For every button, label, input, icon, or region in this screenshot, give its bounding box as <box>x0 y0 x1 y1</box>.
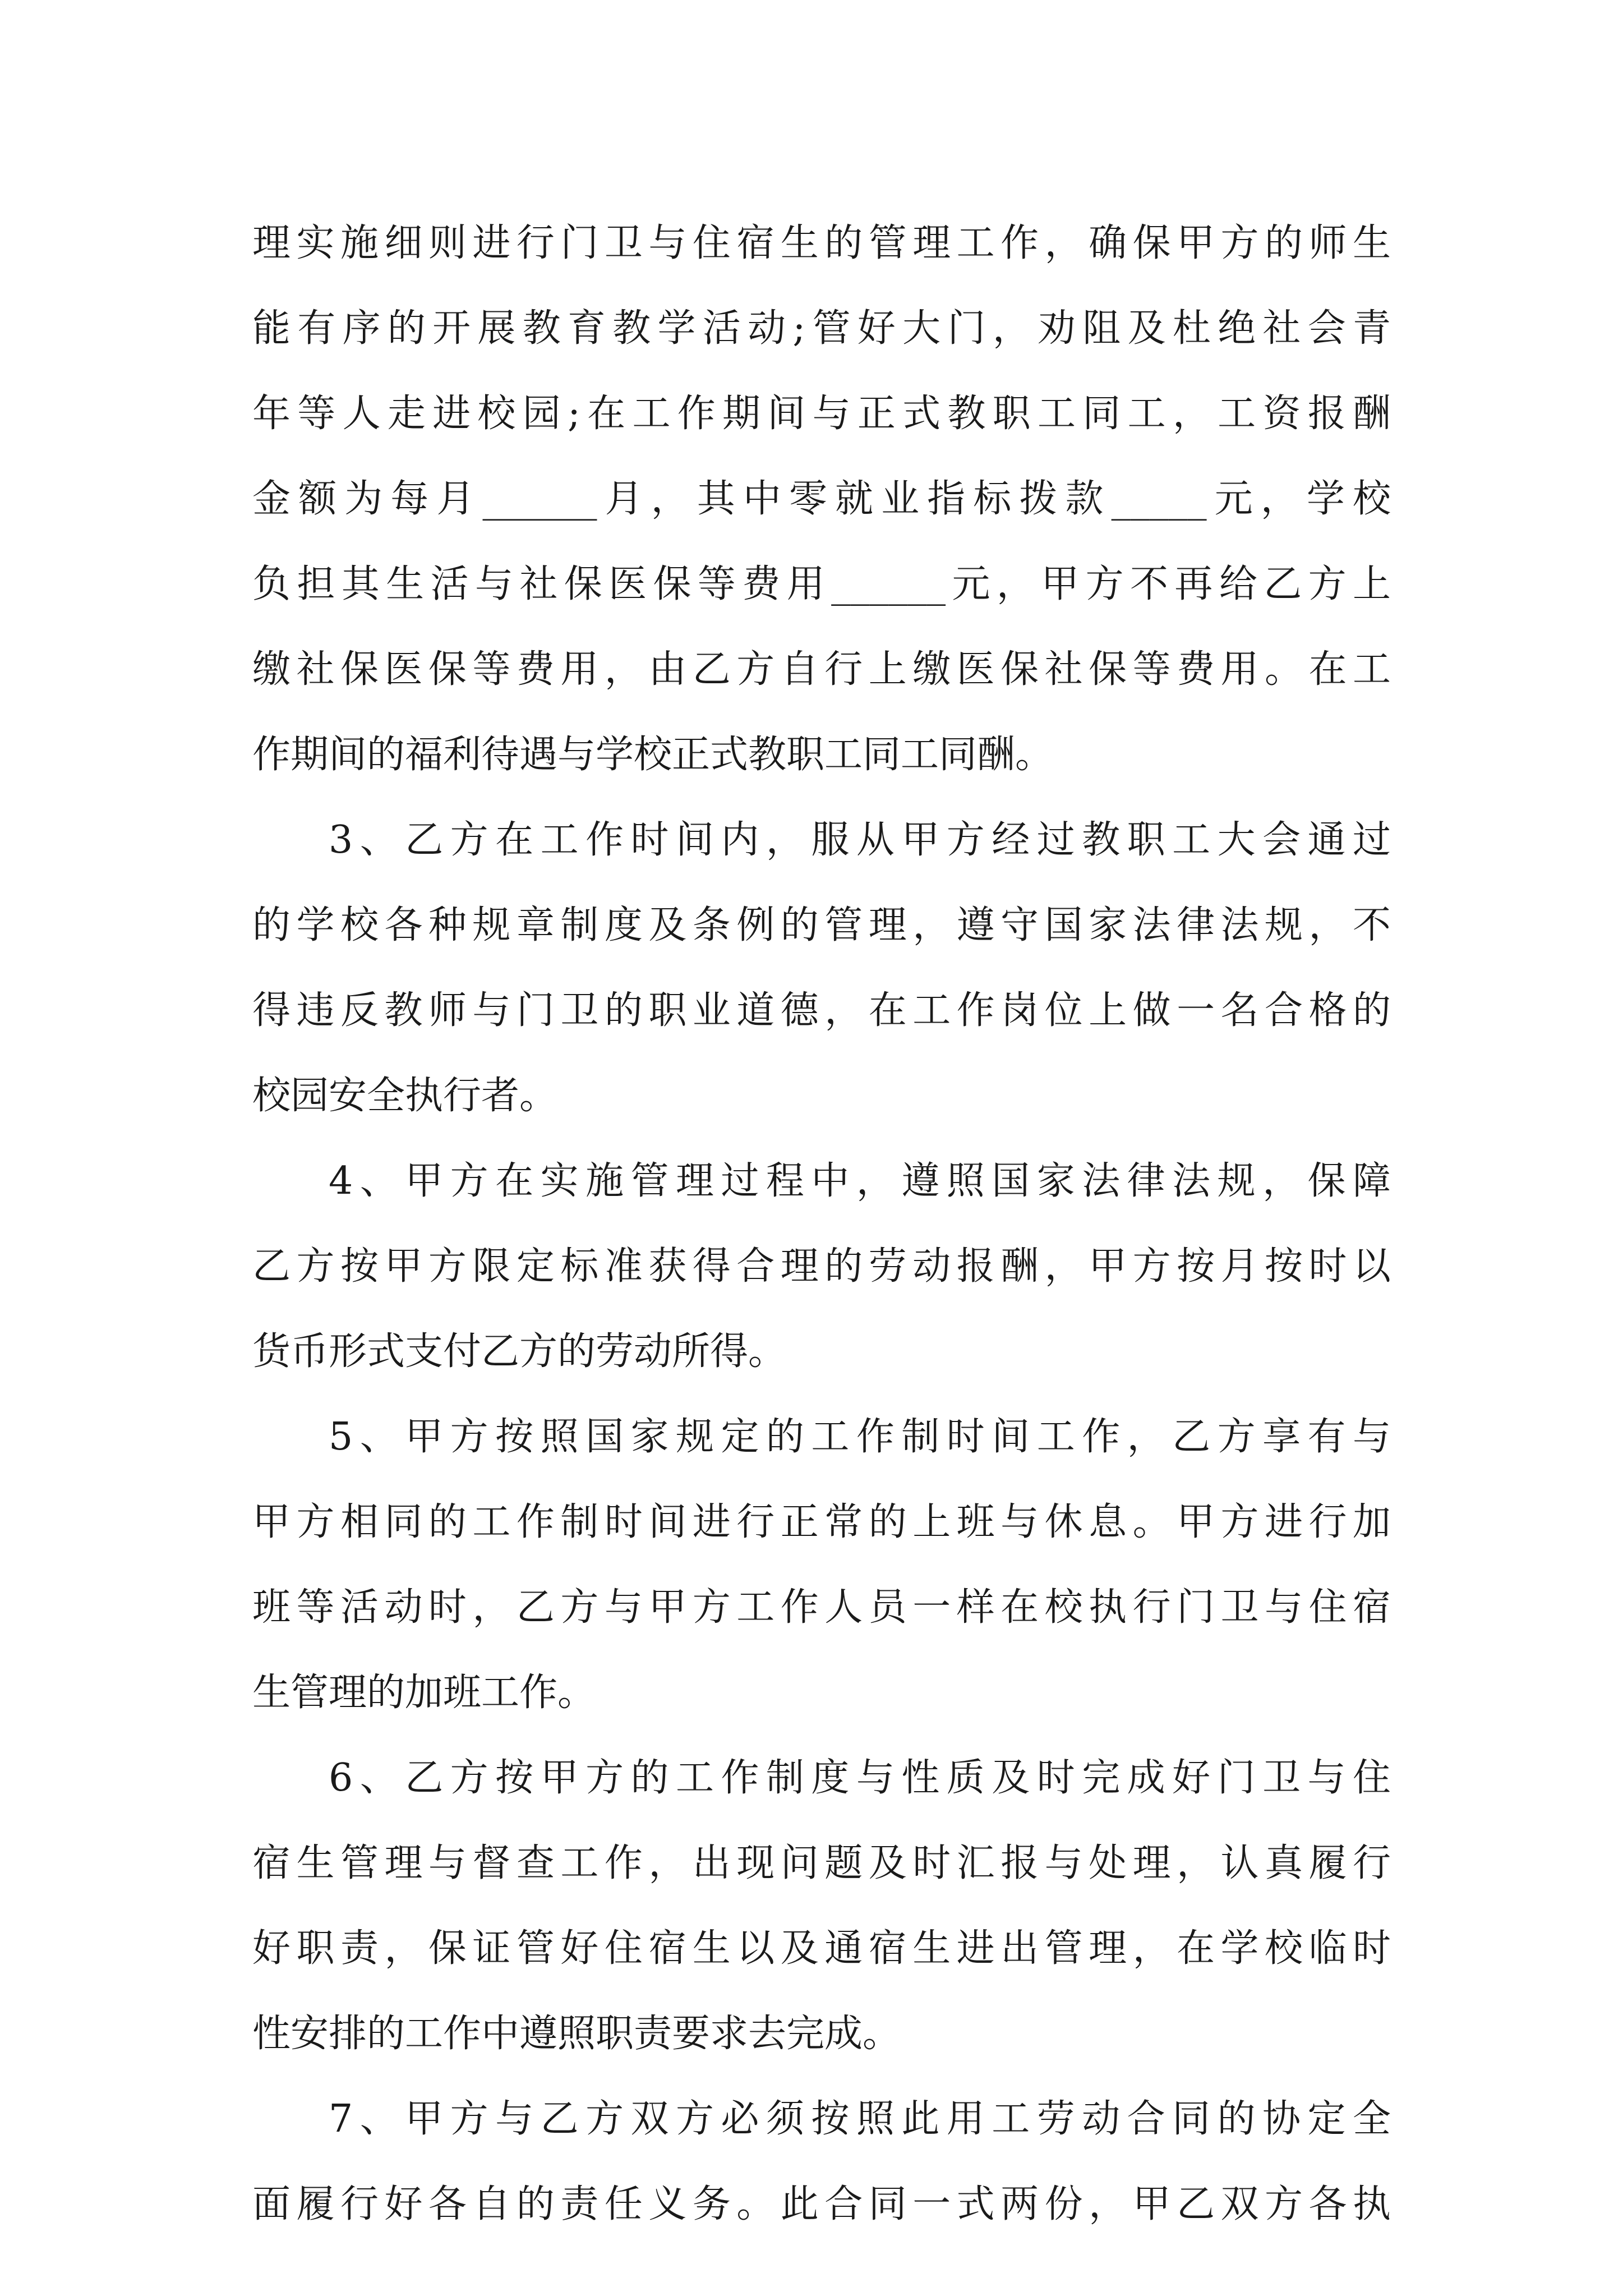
text-line: 年等人走进校园;在工作期间与正式教职工同工，工资报酬 <box>252 392 1391 436</box>
clause-7-first-line: 7、甲方与乙方双方必须按照此用工劳动合同的协定全 <box>329 2097 1391 2141</box>
text-line: 生管理的加班工作。 <box>252 1671 596 1715</box>
text-line: 乙方按甲方限定标准获得合理的劳动报酬，甲方按月按时以 <box>252 1244 1391 1289</box>
text-line: 班等活动时，乙方与甲方工作人员一样在校执行门卫与住宿 <box>252 1585 1391 1630</box>
clause-4-first-line: 4、甲方在实施管理过程中，遵照国家法律法规，保障 <box>329 1159 1391 1203</box>
text-line: 能有序的开展教育教学活动;管好大门，劝阻及杜绝社会青 <box>252 306 1391 351</box>
text-line: 负担其生活与社保医保等费用______元，甲方不再给乙方上 <box>252 562 1391 606</box>
text-line: 缴社保医保等费用，由乙方自行上缴医保社保等费用。在工 <box>252 647 1391 692</box>
text-line: 性安排的工作中遵照职责要求去完成。 <box>252 2012 901 2056</box>
clause-3-first-line: 3、乙方在工作时间内，服从甲方经过教职工大会通过 <box>329 818 1391 862</box>
text-line: 的学校各种规章制度及条例的管理，遵守国家法律法规，不 <box>252 903 1391 947</box>
text-line: 校园安全执行者。 <box>252 1074 558 1118</box>
clause-6-first-line: 6、乙方按甲方的工作制度与性质及时完成好门卫与住 <box>329 1756 1391 1800</box>
text-line: 理实施细则进行门卫与住宿生的管理工作，确保甲方的师生 <box>252 221 1391 265</box>
text-line: 货币形式支付乙方的劳动所得。 <box>252 1329 787 1374</box>
text-line: 得违反教师与门卫的职业道德，在工作岗位上做一名合格的 <box>252 988 1391 1033</box>
contract-body-text <box>252 201 1391 2247</box>
text-line: 宿生管理与督查工作，出现问题及时汇报与处理，认真履行 <box>252 1841 1391 1885</box>
text-line: 好职责，保证管好住宿生以及通宿生进出管理，在学校临时 <box>252 1926 1391 1971</box>
clause-5-first-line: 5、甲方按照国家规定的工作制时间工作，乙方享有与 <box>329 1415 1391 1459</box>
text-line: 金额为每月______月，其中零就业指标拨款_____元，学校 <box>252 477 1391 521</box>
text-line: 面履行好各自的责任义务。此合同一式两份，甲乙双方各执 <box>252 2182 1391 2226</box>
text-line: 甲方相同的工作制时间进行正常的上班与休息。甲方进行加 <box>252 1500 1391 1544</box>
text-line: 作期间的福利待遇与学校正式教职工同工同酬。 <box>252 733 1054 777</box>
